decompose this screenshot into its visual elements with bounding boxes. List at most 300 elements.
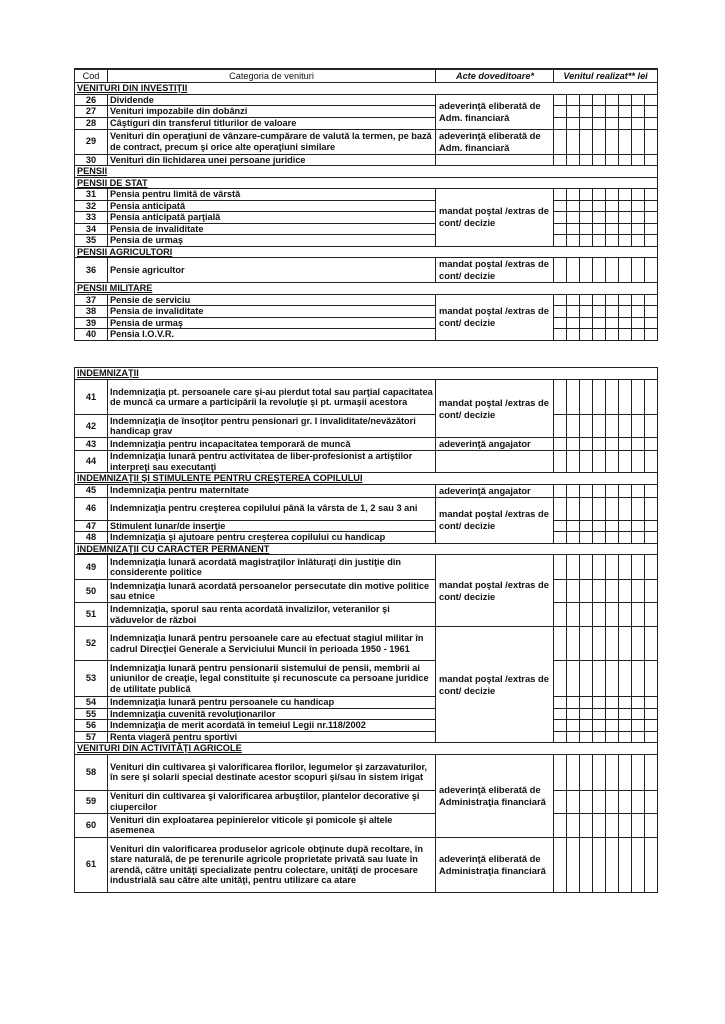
amount-digit-cell[interactable] — [593, 94, 606, 106]
amount-digit-cell[interactable] — [632, 720, 645, 732]
amount-digit-cell[interactable] — [645, 200, 658, 212]
amount-digit-cell[interactable] — [567, 661, 580, 697]
amount-digit-cell[interactable] — [632, 129, 645, 154]
amount-digit-cell[interactable] — [567, 380, 580, 415]
amount-digit-cell[interactable] — [554, 189, 567, 201]
amount-digit-cell[interactable] — [645, 154, 658, 166]
amount-digit-cell[interactable] — [554, 580, 567, 603]
amount-digit-cell[interactable] — [606, 754, 619, 790]
amount-digit-cell[interactable] — [567, 520, 580, 532]
amount-digit-cell[interactable] — [645, 484, 658, 497]
row-category: Indemnizaţia pentru maternitate — [108, 484, 436, 497]
amount-digit-cell[interactable] — [645, 129, 658, 154]
amount-digit-cell[interactable] — [619, 661, 632, 697]
amount-digit-cell[interactable] — [554, 720, 567, 732]
amount-digit-cell[interactable] — [619, 306, 632, 318]
amount-digit-cell[interactable] — [632, 118, 645, 130]
amount-digit-cell[interactable] — [593, 438, 606, 451]
amount-digit-cell[interactable] — [606, 837, 619, 892]
amount-digit-cell[interactable] — [606, 697, 619, 709]
amount-digit-cell[interactable] — [606, 380, 619, 415]
amount-digit-cell[interactable] — [619, 129, 632, 154]
amount-digit-cell[interactable] — [567, 790, 580, 813]
amount-digit-cell[interactable] — [567, 603, 580, 627]
amount-digit-cell[interactable] — [580, 484, 593, 497]
amount-digit-cell[interactable] — [580, 837, 593, 892]
table-row — [75, 129, 658, 154]
amount-digit-cell[interactable] — [567, 697, 580, 709]
amount-digit-cell[interactable] — [567, 438, 580, 451]
amount-digit-cell[interactable] — [632, 223, 645, 235]
amount-digit-cell[interactable] — [619, 223, 632, 235]
amount-digit-cell[interactable] — [567, 837, 580, 892]
amount-digit-cell[interactable] — [580, 720, 593, 732]
amount-digit-cell[interactable] — [645, 720, 658, 732]
amount-digit-cell[interactable] — [593, 708, 606, 720]
amount-digit-cell[interactable] — [593, 223, 606, 235]
amount-digit-cell[interactable] — [580, 129, 593, 154]
amount-digit-cell[interactable] — [593, 837, 606, 892]
income-table-part-1 — [74, 68, 658, 341]
amount-digit-cell[interactable] — [645, 94, 658, 106]
amount-digit-cell[interactable] — [567, 708, 580, 720]
amount-digit-cell[interactable] — [645, 790, 658, 813]
amount-digit-cell[interactable] — [632, 520, 645, 532]
amount-digit-cell[interactable] — [645, 708, 658, 720]
amount-digit-cell[interactable] — [606, 708, 619, 720]
amount-digit-cell[interactable] — [554, 154, 567, 166]
amount-digit-cell[interactable] — [619, 731, 632, 743]
amount-digit-cell[interactable] — [567, 731, 580, 743]
amount-digit-cell[interactable] — [606, 118, 619, 130]
amount-digit-cell[interactable] — [593, 329, 606, 341]
amount-digit-cell[interactable] — [619, 118, 632, 130]
amount-digit-cell[interactable] — [645, 106, 658, 118]
amount-digit-cell[interactable] — [606, 154, 619, 166]
amount-digit-cell[interactable] — [606, 317, 619, 329]
amount-digit-cell[interactable] — [580, 731, 593, 743]
amount-digit-cell[interactable] — [645, 697, 658, 709]
amount-digit-cell[interactable] — [645, 813, 658, 837]
amount-digit-cell[interactable] — [580, 661, 593, 697]
amount-digit-cell[interactable] — [580, 380, 593, 415]
amount-digit-cell[interactable] — [606, 235, 619, 247]
amount-digit-cell[interactable] — [593, 555, 606, 580]
amount-digit-cell[interactable] — [593, 306, 606, 318]
amount-digit-cell[interactable] — [554, 837, 567, 892]
amount-digit-cell[interactable] — [554, 317, 567, 329]
amount-digit-cell[interactable] — [619, 317, 632, 329]
amount-digit-cell[interactable] — [554, 708, 567, 720]
amount-digit-cell[interactable] — [606, 106, 619, 118]
amount-digit-cell[interactable] — [554, 555, 567, 580]
amount-digit-cell[interactable] — [567, 532, 580, 544]
amount-digit-cell[interactable] — [593, 484, 606, 497]
amount-digit-cell[interactable] — [632, 731, 645, 743]
amount-digit-cell[interactable] — [606, 189, 619, 201]
amount-digit-cell[interactable] — [645, 380, 658, 415]
amount-digit-cell[interactable] — [645, 223, 658, 235]
row-code: 27 — [75, 106, 108, 118]
amount-digit-cell[interactable] — [606, 484, 619, 497]
row-category: Indemnizaţia lunară acordată persoanelor persecutate din motive politice sau etnice — [108, 580, 436, 603]
amount-digit-cell[interactable] — [580, 154, 593, 166]
amount-digit-cell[interactable] — [645, 118, 658, 130]
table-row — [75, 118, 658, 130]
amount-digit-cell[interactable] — [580, 415, 593, 438]
amount-digit-cell[interactable] — [619, 837, 632, 892]
amount-digit-cell[interactable] — [567, 627, 580, 661]
amount-digit-cell[interactable] — [580, 520, 593, 532]
amount-digit-cell[interactable] — [606, 580, 619, 603]
amount-digit-cell[interactable] — [554, 603, 567, 627]
amount-digit-cell[interactable] — [606, 627, 619, 661]
amount-digit-cell[interactable] — [632, 212, 645, 224]
amount-digit-cell[interactable] — [645, 731, 658, 743]
amount-digit-cell[interactable] — [580, 790, 593, 813]
amount-digit-cell[interactable] — [632, 235, 645, 247]
amount-digit-cell[interactable] — [632, 627, 645, 661]
amount-digit-cell[interactable] — [580, 697, 593, 709]
amount-digit-cell[interactable] — [554, 329, 567, 341]
amount-digit-cell[interactable] — [554, 294, 567, 306]
amount-digit-cell[interactable] — [567, 580, 580, 603]
amount-digit-cell[interactable] — [567, 317, 580, 329]
amount-digit-cell[interactable] — [580, 603, 593, 627]
amount-digit-cell[interactable] — [554, 380, 567, 415]
amount-digit-cell[interactable] — [632, 189, 645, 201]
amount-digit-cell[interactable] — [567, 94, 580, 106]
row-code: 46 — [75, 497, 108, 520]
amount-digit-cell[interactable] — [554, 129, 567, 154]
amount-digit-cell[interactable] — [645, 754, 658, 790]
amount-digit-cell[interactable] — [619, 106, 632, 118]
amount-digit-cell[interactable] — [554, 306, 567, 318]
amount-digit-cell[interactable] — [554, 415, 567, 438]
amount-digit-cell[interactable] — [632, 154, 645, 166]
amount-digit-cell[interactable] — [580, 317, 593, 329]
amount-digit-cell[interactable] — [554, 697, 567, 709]
amount-digit-cell[interactable] — [632, 837, 645, 892]
amount-digit-cell[interactable] — [645, 438, 658, 451]
amount-digit-cell[interactable] — [606, 720, 619, 732]
amount-digit-cell[interactable] — [567, 223, 580, 235]
amount-digit-cell[interactable] — [554, 451, 567, 473]
amount-digit-cell[interactable] — [567, 555, 580, 580]
amount-digit-cell[interactable] — [619, 497, 632, 520]
amount-digit-cell[interactable] — [554, 520, 567, 532]
amount-digit-cell[interactable] — [606, 294, 619, 306]
amount-digit-cell[interactable] — [554, 200, 567, 212]
amount-digit-cell[interactable] — [619, 720, 632, 732]
amount-digit-cell[interactable] — [567, 294, 580, 306]
amount-digit-cell[interactable] — [632, 94, 645, 106]
amount-digit-cell[interactable] — [567, 129, 580, 154]
row-category: Venituri din operaţiuni de vânzare-cumpărare de valută la termen, pe bază de contract, precum şi orice alte operaţiuni similare — [108, 129, 436, 154]
amount-digit-cell[interactable] — [645, 235, 658, 247]
amount-digit-cell[interactable] — [554, 754, 567, 790]
amount-digit-cell[interactable] — [632, 813, 645, 837]
amount-digit-cell[interactable] — [593, 380, 606, 415]
amount-digit-cell[interactable] — [593, 627, 606, 661]
amount-digit-cell[interactable] — [593, 451, 606, 473]
amount-digit-cell[interactable] — [567, 451, 580, 473]
amount-digit-cell[interactable] — [580, 451, 593, 473]
amount-digit-cell[interactable] — [580, 189, 593, 201]
amount-digit-cell[interactable] — [580, 94, 593, 106]
amount-digit-cell[interactable] — [606, 129, 619, 154]
amount-digit-cell[interactable] — [580, 294, 593, 306]
amount-digit-cell[interactable] — [554, 438, 567, 451]
amount-digit-cell[interactable] — [619, 235, 632, 247]
amount-digit-cell[interactable] — [580, 555, 593, 580]
amount-digit-cell[interactable] — [554, 731, 567, 743]
amount-digit-cell[interactable] — [645, 580, 658, 603]
amount-digit-cell[interactable] — [645, 212, 658, 224]
amount-digit-cell[interactable] — [619, 212, 632, 224]
amount-digit-cell[interactable] — [606, 94, 619, 106]
amount-digit-cell[interactable] — [567, 154, 580, 166]
amount-digit-cell[interactable] — [593, 697, 606, 709]
amount-digit-cell[interactable] — [606, 813, 619, 837]
amount-digit-cell[interactable] — [567, 306, 580, 318]
amount-digit-cell[interactable] — [632, 380, 645, 415]
amount-digit-cell[interactable] — [580, 306, 593, 318]
amount-digit-cell[interactable] — [593, 258, 606, 283]
amount-digit-cell[interactable] — [619, 555, 632, 580]
amount-digit-cell[interactable] — [606, 329, 619, 341]
amount-digit-cell[interactable] — [632, 580, 645, 603]
amount-digit-cell[interactable] — [580, 235, 593, 247]
amount-digit-cell[interactable] — [554, 94, 567, 106]
amount-digit-cell[interactable] — [632, 603, 645, 627]
amount-digit-cell[interactable] — [632, 200, 645, 212]
amount-digit-cell[interactable] — [632, 697, 645, 709]
amount-digit-cell[interactable] — [554, 532, 567, 544]
amount-digit-cell[interactable] — [567, 754, 580, 790]
amount-digit-cell[interactable] — [567, 329, 580, 341]
amount-digit-cell[interactable] — [606, 661, 619, 697]
amount-digit-cell[interactable] — [619, 329, 632, 341]
amount-digit-cell[interactable] — [619, 94, 632, 106]
amount-digit-cell[interactable] — [593, 661, 606, 697]
amount-digit-cell[interactable] — [645, 189, 658, 201]
amount-digit-cell[interactable] — [619, 451, 632, 473]
amount-digit-cell[interactable] — [580, 754, 593, 790]
amount-digit-cell[interactable] — [606, 212, 619, 224]
amount-digit-cell[interactable] — [554, 223, 567, 235]
amount-digit-cell[interactable] — [580, 223, 593, 235]
amount-digit-cell[interactable] — [593, 532, 606, 544]
row-category: Pensia I.O.V.R. — [108, 329, 436, 341]
amount-digit-cell[interactable] — [567, 497, 580, 520]
amount-digit-cell[interactable] — [632, 415, 645, 438]
amount-digit-cell[interactable] — [567, 258, 580, 283]
amount-digit-cell[interactable] — [619, 580, 632, 603]
amount-digit-cell[interactable] — [606, 532, 619, 544]
amount-digit-cell[interactable] — [593, 813, 606, 837]
amount-digit-cell[interactable] — [567, 235, 580, 247]
amount-digit-cell[interactable] — [580, 532, 593, 544]
row-code: 43 — [75, 438, 108, 451]
amount-digit-cell[interactable] — [632, 555, 645, 580]
amount-digit-cell[interactable] — [580, 627, 593, 661]
amount-digit-cell[interactable] — [593, 235, 606, 247]
amount-digit-cell[interactable] — [632, 484, 645, 497]
amount-digit-cell[interactable] — [554, 212, 567, 224]
amount-digit-cell[interactable] — [632, 661, 645, 697]
amount-digit-cell[interactable] — [606, 731, 619, 743]
amount-digit-cell[interactable] — [580, 438, 593, 451]
amount-digit-cell[interactable] — [606, 603, 619, 627]
amount-digit-cell[interactable] — [554, 258, 567, 283]
amount-digit-cell[interactable] — [554, 627, 567, 661]
amount-digit-cell[interactable] — [606, 415, 619, 438]
amount-digit-cell[interactable] — [554, 661, 567, 697]
amount-digit-cell[interactable] — [593, 731, 606, 743]
amount-digit-cell[interactable] — [593, 415, 606, 438]
amount-digit-cell[interactable] — [580, 813, 593, 837]
amount-digit-cell[interactable] — [619, 154, 632, 166]
amount-digit-cell[interactable] — [645, 532, 658, 544]
amount-digit-cell[interactable] — [632, 317, 645, 329]
amount-digit-cell[interactable] — [645, 603, 658, 627]
amount-digit-cell[interactable] — [632, 451, 645, 473]
amount-digit-cell[interactable] — [632, 532, 645, 544]
amount-digit-cell[interactable] — [593, 294, 606, 306]
amount-digit-cell[interactable] — [593, 580, 606, 603]
amount-digit-cell[interactable] — [593, 720, 606, 732]
amount-digit-cell[interactable] — [580, 258, 593, 283]
amount-digit-cell[interactable] — [606, 451, 619, 473]
amount-digit-cell[interactable] — [606, 497, 619, 520]
amount-digit-cell[interactable] — [567, 118, 580, 130]
amount-digit-cell[interactable] — [619, 532, 632, 544]
amount-digit-cell[interactable] — [619, 415, 632, 438]
amount-digit-cell[interactable] — [645, 837, 658, 892]
amount-digit-cell[interactable] — [645, 294, 658, 306]
amount-digit-cell[interactable] — [593, 520, 606, 532]
amount-digit-cell[interactable] — [593, 754, 606, 790]
amount-digit-cell[interactable] — [593, 129, 606, 154]
amount-digit-cell[interactable] — [593, 212, 606, 224]
amount-digit-cell[interactable] — [619, 697, 632, 709]
amount-digit-cell[interactable] — [606, 555, 619, 580]
amount-digit-cell[interactable] — [567, 813, 580, 837]
amount-digit-cell[interactable] — [619, 520, 632, 532]
amount-digit-cell[interactable] — [645, 306, 658, 318]
amount-digit-cell[interactable] — [554, 235, 567, 247]
amount-digit-cell[interactable] — [619, 200, 632, 212]
amount-digit-cell[interactable] — [645, 627, 658, 661]
amount-digit-cell[interactable] — [645, 317, 658, 329]
amount-digit-cell[interactable] — [606, 258, 619, 283]
amount-digit-cell[interactable] — [580, 580, 593, 603]
amount-digit-cell[interactable] — [645, 258, 658, 283]
amount-digit-cell[interactable] — [632, 294, 645, 306]
amount-digit-cell[interactable] — [619, 627, 632, 661]
row-code: 42 — [75, 415, 108, 438]
amount-digit-cell[interactable] — [645, 451, 658, 473]
amount-digit-cell[interactable] — [606, 200, 619, 212]
amount-digit-cell[interactable] — [567, 189, 580, 201]
amount-digit-cell[interactable] — [554, 813, 567, 837]
amount-digit-cell[interactable] — [567, 200, 580, 212]
amount-digit-cell[interactable] — [632, 438, 645, 451]
amount-digit-cell[interactable] — [606, 438, 619, 451]
amount-digit-cell[interactable] — [606, 520, 619, 532]
amount-digit-cell[interactable] — [567, 484, 580, 497]
amount-digit-cell[interactable] — [632, 306, 645, 318]
amount-digit-cell[interactable] — [619, 380, 632, 415]
amount-digit-cell[interactable] — [632, 790, 645, 813]
amount-digit-cell[interactable] — [580, 708, 593, 720]
amount-digit-cell[interactable] — [580, 212, 593, 224]
amount-digit-cell[interactable] — [645, 555, 658, 580]
amount-digit-cell[interactable] — [580, 200, 593, 212]
amount-digit-cell[interactable] — [554, 484, 567, 497]
amount-digit-cell[interactable] — [619, 258, 632, 283]
amount-digit-cell[interactable] — [567, 212, 580, 224]
amount-digit-cell[interactable] — [645, 520, 658, 532]
amount-digit-cell[interactable] — [593, 603, 606, 627]
amount-digit-cell[interactable] — [554, 118, 567, 130]
amount-digit-cell[interactable] — [619, 708, 632, 720]
amount-digit-cell[interactable] — [632, 754, 645, 790]
amount-digit-cell[interactable] — [632, 329, 645, 341]
amount-digit-cell[interactable] — [606, 223, 619, 235]
amount-digit-cell[interactable] — [580, 106, 593, 118]
amount-digit-cell[interactable] — [645, 497, 658, 520]
amount-digit-cell[interactable] — [567, 106, 580, 118]
amount-digit-cell[interactable] — [554, 790, 567, 813]
amount-digit-cell[interactable] — [645, 415, 658, 438]
amount-digit-cell[interactable] — [632, 497, 645, 520]
amount-digit-cell[interactable] — [632, 106, 645, 118]
amount-digit-cell[interactable] — [645, 329, 658, 341]
amount-digit-cell[interactable] — [593, 118, 606, 130]
amount-digit-cell[interactable] — [606, 306, 619, 318]
amount-digit-cell[interactable] — [619, 438, 632, 451]
amount-digit-cell[interactable] — [593, 154, 606, 166]
amount-digit-cell[interactable] — [593, 189, 606, 201]
amount-digit-cell[interactable] — [619, 603, 632, 627]
amount-digit-cell[interactable] — [593, 317, 606, 329]
amount-digit-cell[interactable] — [593, 497, 606, 520]
amount-digit-cell[interactable] — [593, 790, 606, 813]
amount-digit-cell[interactable] — [567, 720, 580, 732]
amount-digit-cell[interactable] — [606, 790, 619, 813]
amount-digit-cell[interactable] — [580, 329, 593, 341]
amount-digit-cell[interactable] — [580, 497, 593, 520]
amount-digit-cell[interactable] — [554, 106, 567, 118]
amount-digit-cell[interactable] — [619, 754, 632, 790]
amount-digit-cell[interactable] — [580, 118, 593, 130]
amount-digit-cell[interactable] — [632, 258, 645, 283]
amount-digit-cell[interactable] — [619, 813, 632, 837]
amount-digit-cell[interactable] — [593, 200, 606, 212]
amount-digit-cell[interactable] — [619, 189, 632, 201]
amount-digit-cell[interactable] — [619, 790, 632, 813]
amount-digit-cell[interactable] — [593, 106, 606, 118]
amount-digit-cell[interactable] — [619, 294, 632, 306]
amount-digit-cell[interactable] — [619, 484, 632, 497]
amount-digit-cell[interactable] — [645, 661, 658, 697]
amount-digit-cell[interactable] — [554, 497, 567, 520]
section-heading: VENITURI DIN INVESTIŢII — [75, 83, 658, 95]
amount-digit-cell[interactable] — [567, 415, 580, 438]
amount-digit-cell[interactable] — [632, 708, 645, 720]
